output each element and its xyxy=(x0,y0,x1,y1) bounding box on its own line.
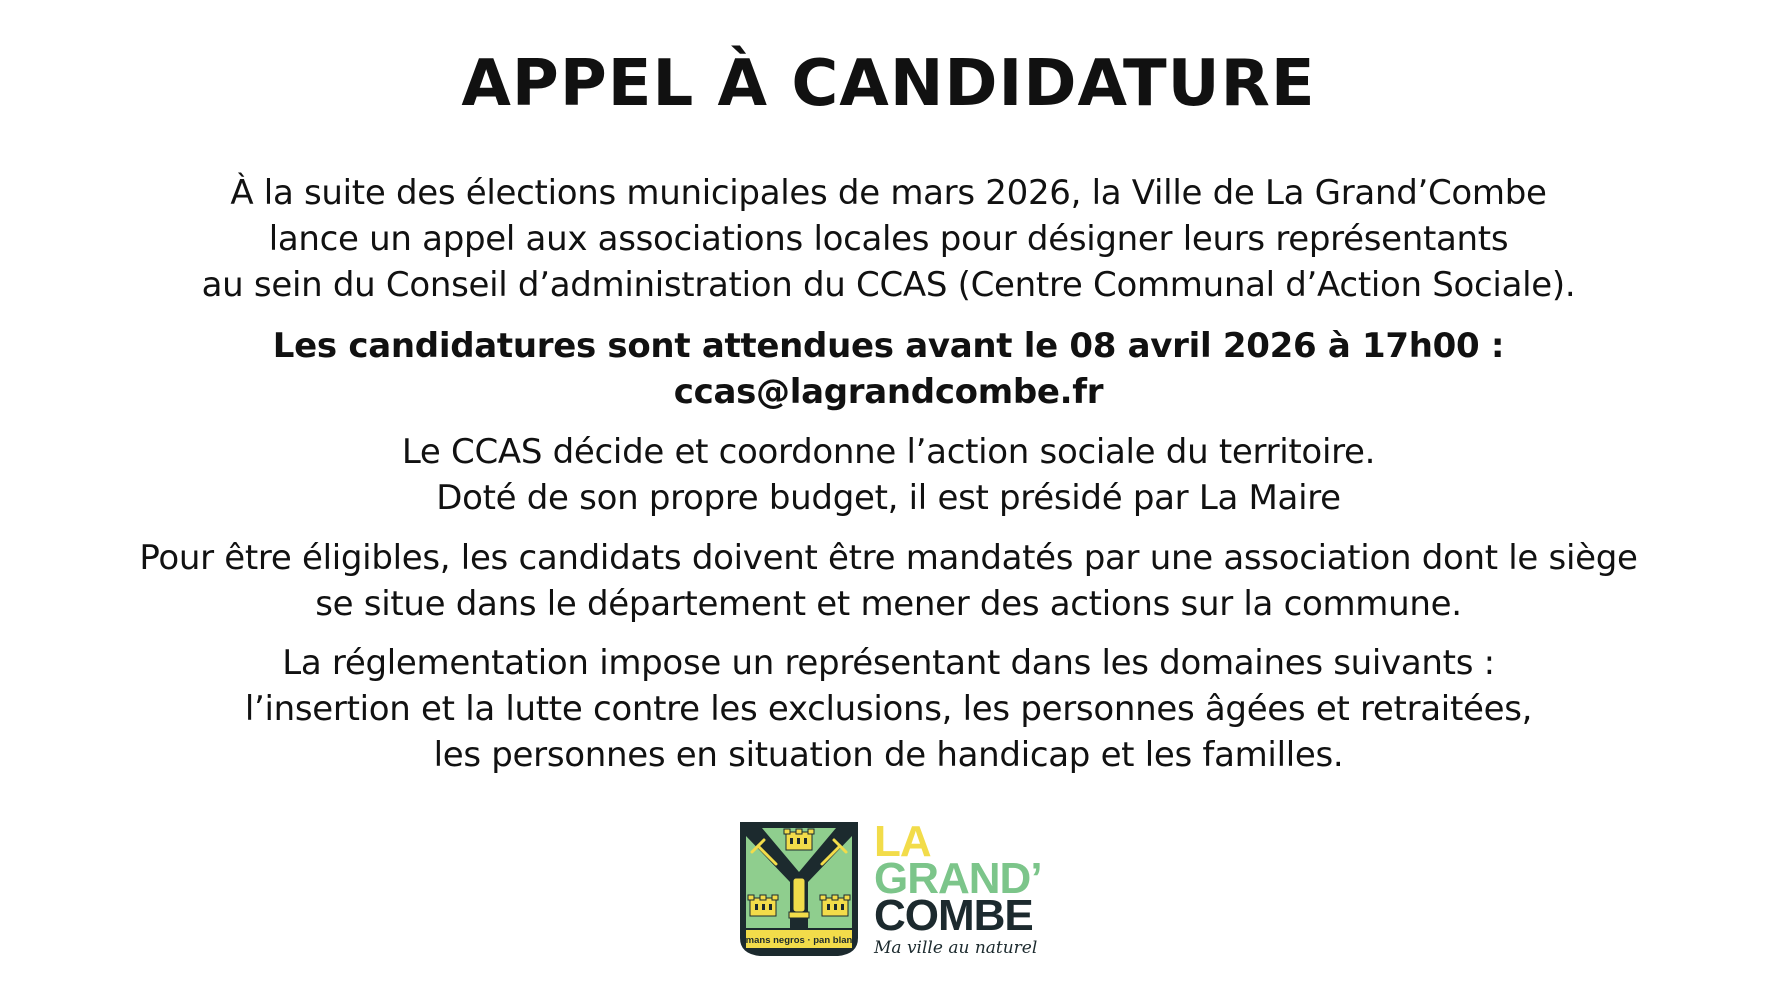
regulation-line: les personnes en situation de handicap et les familles. xyxy=(433,735,1344,775)
ccas-info-paragraph xyxy=(0,429,1777,521)
wordmark-line-combe: COMBE xyxy=(874,891,1033,940)
deadline-text: Les candidatures sont attendues avant le 08 avril 2026 à 17h00 : xyxy=(272,326,1505,366)
wordmark-line-grand: GRAND’ xyxy=(874,854,1042,903)
intro-paragraph xyxy=(0,170,1777,308)
intro-line: au sein du Conseil d’administration du CCAS (Centre Communal d’Action Sociale). xyxy=(201,265,1576,305)
intro-line: lance un appel aux associations locales pour désigner leurs représentants xyxy=(268,219,1509,259)
ccas-info-line: Doté de son propre budget, il est présidé par La Maire xyxy=(436,478,1341,518)
regulation-paragraph xyxy=(0,640,1777,778)
intro-line: À la suite des élections municipales de mars 2026, la Ville de La Grand’Combe xyxy=(230,173,1547,213)
wordmark-line-la: LA xyxy=(874,817,931,866)
eligibility-line: se situe dans le département et mener des actions sur la commune. xyxy=(315,584,1462,624)
city-logo xyxy=(738,817,1068,965)
motto-text: mans negros · pan blan xyxy=(745,935,853,946)
coat-of-arms-icon xyxy=(738,820,860,958)
deadline-paragraph xyxy=(0,323,1777,415)
eligibility-line: Pour être éligibles, les candidats doivent être mandatés par une association dont le siège xyxy=(139,538,1638,578)
ccas-info-line: Le CCAS décide et coordonne l’action sociale du territoire. xyxy=(401,432,1376,472)
regulation-line: l’insertion et la lutte contre les exclusions, les personnes âgées et retraitées, xyxy=(244,689,1533,729)
regulation-line: La réglementation impose un représentant dans les domaines suivants : xyxy=(282,643,1495,683)
contact-email: ccas@lagrandcombe.fr xyxy=(673,372,1104,412)
wordmark-tagline: Ma ville au naturel xyxy=(874,938,1038,958)
city-wordmark xyxy=(874,817,1074,965)
page-title: APPEL À CANDIDATURE xyxy=(461,47,1316,121)
eligibility-paragraph xyxy=(0,535,1777,627)
